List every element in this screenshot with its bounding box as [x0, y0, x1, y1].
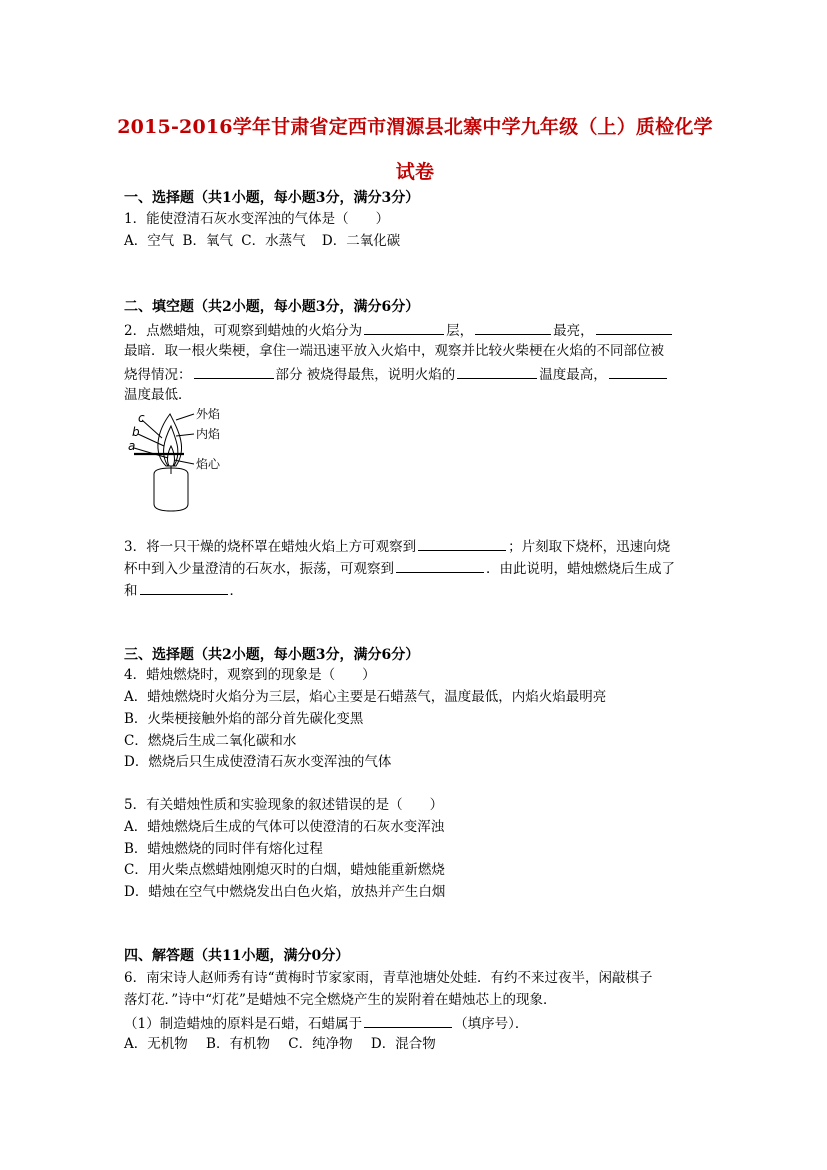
q2-blank-5[interactable] [457, 364, 537, 379]
q5-option-a: A．蜡烛燃烧后生成的气体可以使澄清的石灰水变浑浊 [124, 819, 445, 835]
q3-text-a: 3．将一只干燥的烧杯罩在蜡烛火焰上方可观察到 [124, 539, 417, 555]
q2-text-d: 烧得情况： [124, 367, 192, 383]
q3-line3 [124, 580, 243, 600]
q2-text-c: 最亮， [553, 323, 594, 339]
q6-line1: 6．南宋诗人赵师秀有诗“黄梅时节家家雨，青草池塘处处蛙．有约不来过夜半，闲敲棋子 [124, 970, 653, 986]
label-b: b [132, 425, 140, 439]
q6-text-b: （填序号）． [454, 1016, 529, 1032]
q2-text-b: 层， [446, 323, 474, 339]
q6-options [124, 1035, 450, 1053]
flame-core-outline [168, 446, 175, 466]
label-inner-flame: 内焰 [196, 427, 221, 441]
q4-option-a: A．蜡烛燃烧时火焰分为三层，焰心主要是石蜡蒸气，温度最低，内焰火焰最明亮 [124, 689, 607, 705]
label-a: a [128, 439, 136, 453]
section4-heading: 四、解答题（共11小题，满分0分） [124, 948, 350, 964]
q3-text-b: ；片刻取下烧杯，迅速向烧 [508, 539, 671, 555]
q1-option-a: A．空气 [124, 233, 175, 249]
q2-blank-2[interactable] [475, 320, 551, 335]
q6-option-d: D．混合物 [370, 1036, 436, 1052]
exam-title-line2: 试卷 [395, 161, 435, 183]
q3-blank-2[interactable] [396, 558, 484, 573]
q4-stem: 4．蜡烛燃烧时，观察到的现象是（ ） [124, 667, 376, 683]
q1-option-d: D．二氧化碳 [321, 233, 401, 249]
q4-option-b: B．火柴梗接触外焰的部分首先碳化变黑 [124, 711, 364, 727]
q1-option-b: B．氧气 [182, 233, 233, 249]
candle-body [154, 468, 188, 511]
q4-option-c: C．燃烧后生成二氧化碳和水 [124, 733, 297, 749]
q6-option-c: C．纯净物 [288, 1036, 353, 1052]
q5-stem: 5．有关蜡烛性质和实验现象的叙述错误的是（ ） [124, 797, 444, 813]
q1-stem: 1．能使澄清石灰水变浑浊的气体是（ ） [124, 211, 390, 227]
q3-text-d: ．由此说明，蜡烛燃烧后生成了 [486, 561, 675, 577]
leader-line-c [142, 420, 162, 438]
q3-text-c: 杯中到入少量澄清的石灰水，振荡，可观察到 [124, 561, 394, 577]
section1-heading: 一、选择题（共1小题，每小题3分，满分3分） [124, 190, 420, 206]
q6-line3 [124, 1013, 528, 1033]
outer-flame-outline [158, 414, 182, 466]
q6-option-a: A．无机物 [124, 1036, 188, 1052]
q2-line3 [124, 364, 669, 384]
candle-drawing [134, 414, 194, 511]
q3-blank-3[interactable] [140, 580, 228, 595]
q2-blank-3[interactable] [596, 320, 672, 335]
q1-option-c: C．水蒸气 [241, 233, 306, 249]
q2-blank-6[interactable] [609, 364, 667, 379]
section2-heading: 二、填空题（共2小题，每小题3分，满分6分） [124, 299, 420, 315]
q2-text-a: 2．点燃蜡烛，可观察到蜡烛的火焰分为 [124, 323, 363, 339]
leader-line-outer [176, 414, 194, 420]
q6-option-b: B．有机物 [206, 1036, 270, 1052]
q3-blank-1[interactable] [418, 536, 506, 551]
candle-flame-figure [124, 408, 229, 514]
q5-option-b: B．蜡烛燃烧的同时伴有熔化过程 [124, 841, 323, 857]
q3-line2 [124, 558, 675, 578]
label-flame-core: 焰心 [196, 457, 221, 471]
q2-text-f: 温度最高， [539, 367, 607, 383]
q5-option-d: D．蜡烛在空气中燃烧发出白色火焰，放热并产生白烟 [124, 884, 446, 900]
q6-blank-1[interactable] [364, 1013, 452, 1028]
q4-option-d: D．燃烧后只生成使澄清石灰水变浑浊的气体 [124, 754, 392, 770]
exam-title-line1: 2015-2016学年甘肃省定西市渭源县北寨中学九年级（上）质检化学 [117, 116, 713, 138]
section3-heading: 三、选择题（共2小题，每小题3分，满分6分） [124, 647, 420, 663]
q3-text-e: 和 [124, 583, 138, 599]
q2-line2: 最暗．取一根火柴梗，拿住一端迅速平放入火焰中，观察并比较火柴梗在火焰的不同部位被 [124, 343, 664, 359]
leader-line-core [174, 460, 194, 464]
q3-text-f: ． [229, 583, 243, 599]
q6-text-a: （1）制造蜡烛的原料是石蜡，石蜡属于 [124, 1016, 363, 1032]
label-outer-flame: 外焰 [196, 408, 221, 421]
q3-line1 [124, 536, 670, 556]
q2-blank-4[interactable] [194, 364, 274, 379]
q5-option-c: C．用火柴点燃蜡烛刚熄灭时的白烟，蜡烛能重新燃烧 [124, 862, 445, 878]
q2-line4: 温度最低． [124, 387, 192, 403]
label-c: c [138, 411, 145, 425]
q1-options [124, 232, 400, 250]
q2-text-e: 部分 被烧得最焦，说明火焰的 [275, 367, 456, 383]
q6-line2: 落灯花．”诗中“灯花”是蜡烛不完全燃烧产生的炭附着在蜡烛芯上的现象． [124, 992, 557, 1008]
q2-line1 [124, 320, 674, 340]
q2-blank-1[interactable] [364, 320, 444, 335]
